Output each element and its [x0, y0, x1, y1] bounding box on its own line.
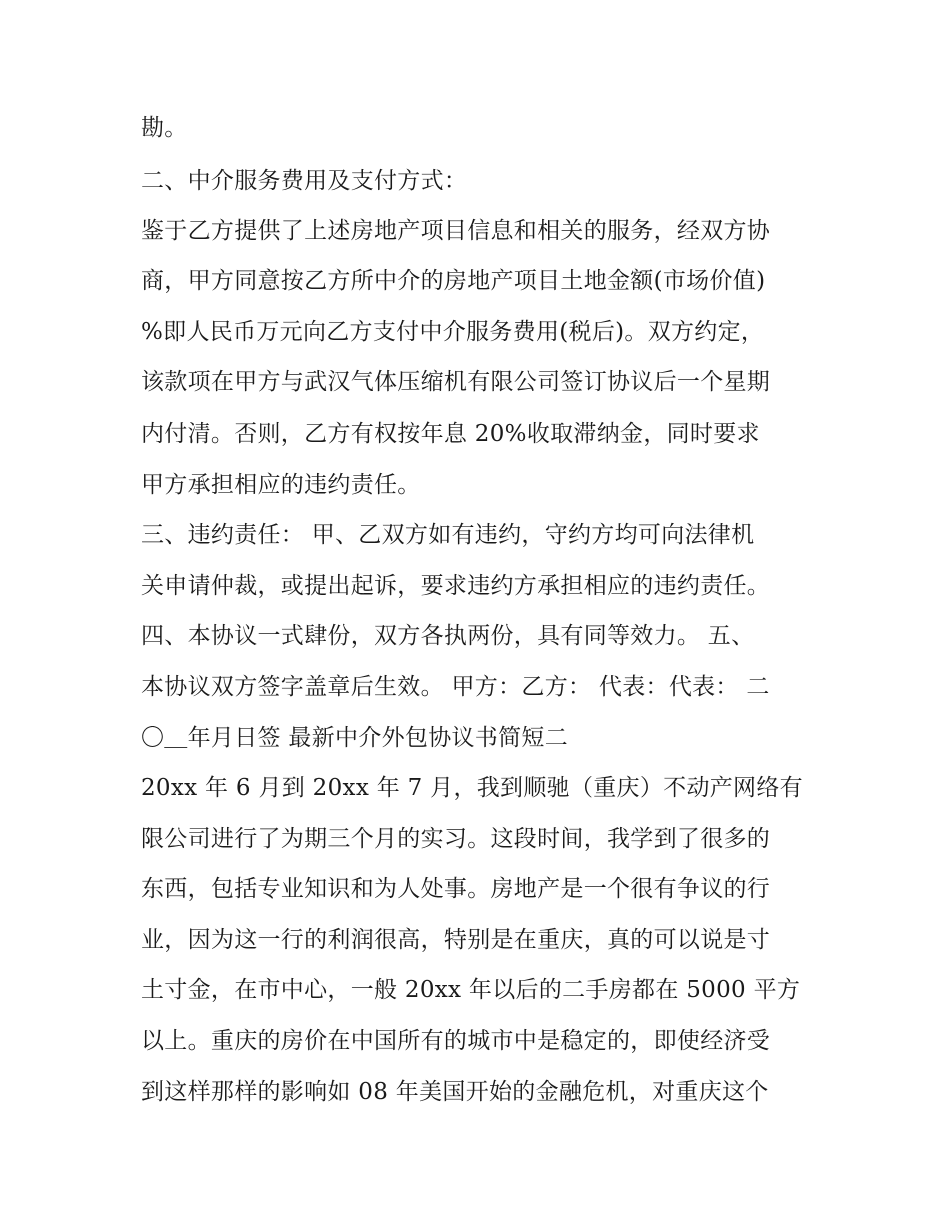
text-line: 鉴于乙方提供了上述房地产项目信息和相关的服务，经双方协	[141, 218, 771, 244]
text-line: 到这样那样的影响如 08 年美国开始的金融危机，对重庆这个	[141, 1079, 769, 1105]
section-heading: 三、违约责任： 甲、乙双方如有违约，守约方均可向法律机	[141, 522, 755, 548]
text-line: %即人民币万元向乙方支付中介服务费用(税后)。双方约定，	[141, 319, 765, 345]
text-line: 关申请仲裁，或提出起诉，要求违约方承担相应的违约责任。	[141, 573, 771, 599]
date-title-line: 〇＿年月日签 最新中介外包协议书简短二	[141, 725, 569, 751]
section-heading: 二、中介服务费用及支付方式：	[141, 168, 468, 194]
text-line: 商，甲方同意按乙方所中介的房地产项目土地金额(市场价值)	[141, 268, 766, 294]
text-line: 土寸金，在市中心，一般 20xx 年以后的二手房都在 5000 平方	[141, 977, 801, 1003]
signature-line: 本协议双方签字盖章后生效。 甲方：乙方： 代表：代表： 二	[141, 674, 770, 700]
text-line: 业，因为这一行的利润很高，特别是在重庆，真的可以说是寸	[141, 927, 771, 953]
text-line: 内付清。否则，乙方有权按年息 20%收取滞纳金，同时要求	[141, 421, 760, 447]
text-line: 20xx 年 6 月到 20xx 年 7 月，我到顺驰（重庆）不动产网络有	[141, 775, 803, 801]
text-line: 甲方承担相应的违约责任。	[141, 472, 421, 498]
text-line: 该款项在甲方与武汉气体压缩机有限公司签订协议后一个星期	[141, 369, 771, 395]
text-line: 限公司进行了为期三个月的实习。这段时间，我学到了很多的	[141, 826, 771, 852]
text-line: 以上。重庆的房价在中国所有的城市中是稳定的，即使经济受	[141, 1028, 771, 1054]
text-line: 东西，包括专业知识和为人处事。房地产是一个很有争议的行	[141, 876, 771, 902]
section-heading: 四、本协议一式肆份，双方各执两份，具有同等效力。 五、	[141, 623, 755, 649]
text-line: 勘。	[141, 115, 188, 141]
